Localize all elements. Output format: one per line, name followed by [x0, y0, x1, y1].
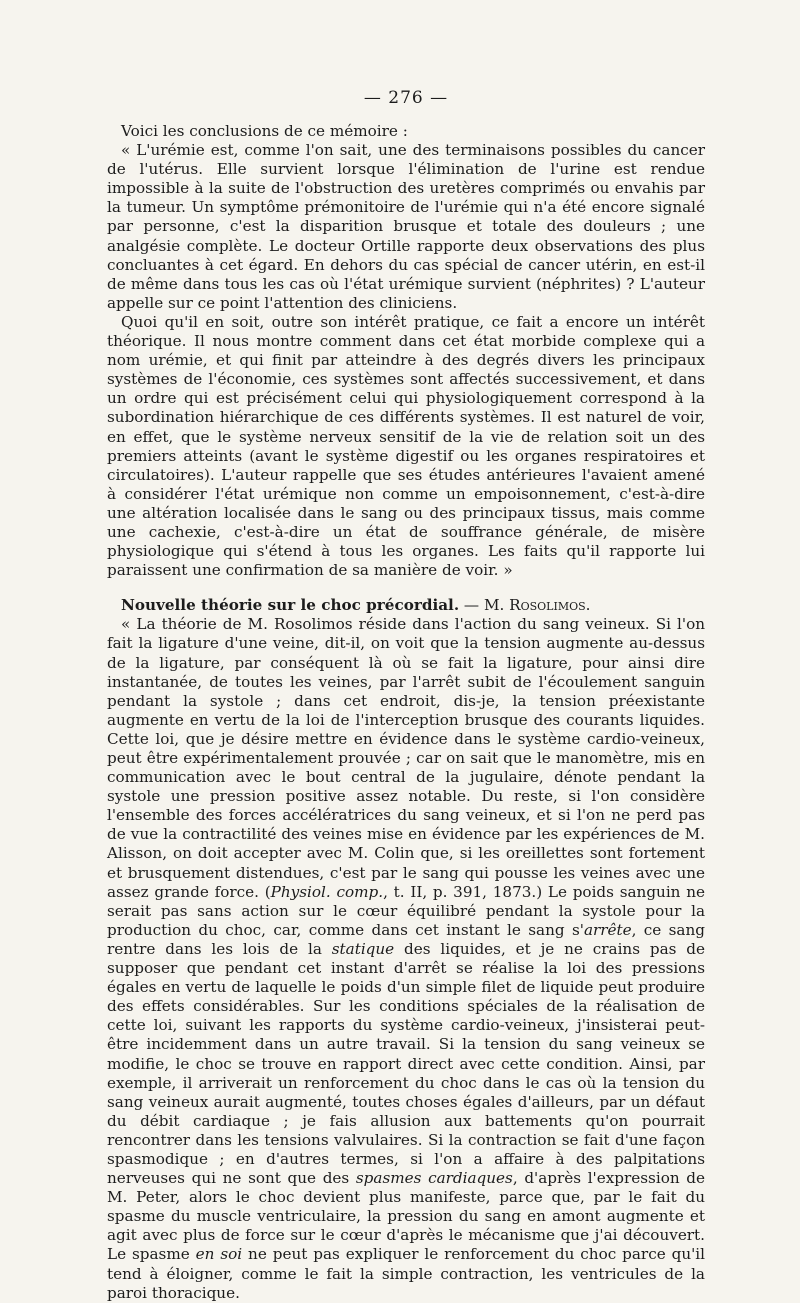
body-text-c: , ce sang rentre dans les lois de la	[107, 920, 705, 958]
quote-paragraph-2: Quoi qu'il en soit, outre son intérêt pratique, ce fait a encore un intérêt théorique. Il nous montre comment dans cet état morbide complexe qui a nom urémie, et qui finit par atteindre à des degrés divers les principaux systèmes de l'économie, ces systèmes sont affectés successivement, et dans un ordre qui est précisément celui qui physiologiquement correspond à la subordination hiérarchique de ces différents systèmes. Il est naturel de voir, en effet, que le système nerveux sensitif de la vie de relation soit un des premiers atteints (avant le système digestif ou les organes respiratoires et circulatoires). L'auteur rappelle que ses études antérieures l'avaient amené à considérer l'état urémique non comme un empoisonnement, c'est-à-dire une altération localisée dans le sang ou des principaux tissus, mais comme une cachexie, c'est-à-dire un état de souffrance générale, de misère physiologique qui s'étend à tous les organes. Les faits qu'il rapporte lui paraissent une confirmation de sa manière de voir. »	[107, 312, 705, 580]
body-text-e: , d'après l'expression de M. Peter, alors le choc devient plus manifeste, parce que, par le fait du spasme du muscle ventriculaire, la pression du sang en amont augmente et agit avec plus de force sur le cœur d'après le mécanisme que j'ai découvert. Le spasme	[107, 1169, 705, 1264]
body-text-f: ne peut pas expliquer le renforcement du choc parce qu'il tend à éloigner, comme le fait la simple contraction, les ventricules de la paroi thoracique.	[107, 1245, 705, 1302]
citation: Physiol. comp.	[270, 882, 384, 901]
body-text-d: des liquides, et je ne crains pas de supposer que pendant cet instant d'arrêt se réalise la loi des pressions égales en vertu de laquelle le poids d'un simple filet de liquide peut produire des effets considérables. Sur les conditions spéciales de la réalisation de cette loi, suivant les rapports du système cardio-veineux, j'insisterai peut-être incidemment dans un autre travail. Si la tension du sang veineux se modifie, le choc se trouve en rapport direct avec cette condition. Ainsi, par exemple, il arriverait un renforcement du choc dans le cas où la tension du sang veineux aurait augmenté, toutes choses égales d'ailleurs, par un défaut du débit cardiaque ; je fais allusion aux battements qu'on pourrait rencontrer dans les tensions valvulaires. Si la contraction se fait d'une façon spasmodique ; en d'autres termes, si l'on a affaire à des palpitations nerveuses qui ne sont que des	[107, 939, 705, 1188]
quote-paragraph-1: « L'urémie est, comme l'on sait, une des terminaisons possibles du cancer de l'utérus. Elle survient lorsque l'élimination de l'urine est rendue impossible à la suite de l'obstruction des uretères comprimés ou envahis par la tumeur. Un symptôme prémonitoire de l'urémie qui n'a été encore signalé par personne, c'est la disparition brusque et totale des douleurs ; une analgésie complète. Le docteur Ortille rapporte deux observations des plus concluantes à cet égard. En dehors du cas spécial de cancer utérin, en est-il de même dans tous les cas où l'état urémique survient (néphrites) ? L'auteur appelle sur ce point l'attention des cliniciens.	[107, 141, 705, 312]
body-paragraph	[107, 615, 705, 1302]
body-text-a: « La théorie de M. Rosolimos réside dans l'action du sang veineux. Si l'on fait la ligature d'une veine, dit-il, on voit que la tension augmente au-dessus de la ligature, par conséquent là où se fait la ligature, pour ainsi dire instantanée, de toutes les veines, par l'arrêt subit de l'écoulement sanguin pendant la systole ; dans cet endroit, dis-je, la tension préexistante augmente en vertu de la loi de l'interception brusque des courants liquides. Cette loi, que je désire mettre en évidence dans le système cardio-veineux, peut être expérimentalement prouvée ; car on sait que le manomètre, mis en communication avec le bout central de la jugulaire, dénote pendant la systole une pression positive assez notable. Du reste, si l'on considère l'ensemble des forces accélératrices du sang veineux, et si l'on ne perd pas de vue la contractilité des veines mise en évidence par les expériences de M. Alisson, on doit accepter avec M. Colin que, si les oreillettes sont fortement et brusquement distendues, c'est par le sang qui pousse les veines avec une assez grande force. (	[107, 615, 705, 901]
section-dash: — M.	[459, 596, 510, 615]
word-statique: statique	[331, 939, 395, 958]
document-page	[107, 88, 705, 1303]
word-arrete: arrête	[583, 920, 632, 939]
section-title: Nouvelle théorie sur le choc précordial.	[121, 596, 460, 615]
section-choc-precordial	[107, 596, 705, 1302]
section-author: Rosolimos.	[509, 596, 591, 615]
section-paragraph	[107, 596, 705, 615]
page-number: — 276 —	[363, 88, 449, 108]
intro-line: Voici les conclusions de ce mémoire :	[121, 122, 408, 140]
body-text-b: , t. II, p. 391, 1873.) Le poids sanguin ne serait pas sans action sur le cœur équilibré pendant la systole pour la production du choc, car, comme dans cet instant le sang s'	[107, 882, 705, 939]
word-en-soi: en soi	[195, 1245, 243, 1264]
word-spasmes: spasmes cardiaques	[355, 1169, 513, 1188]
